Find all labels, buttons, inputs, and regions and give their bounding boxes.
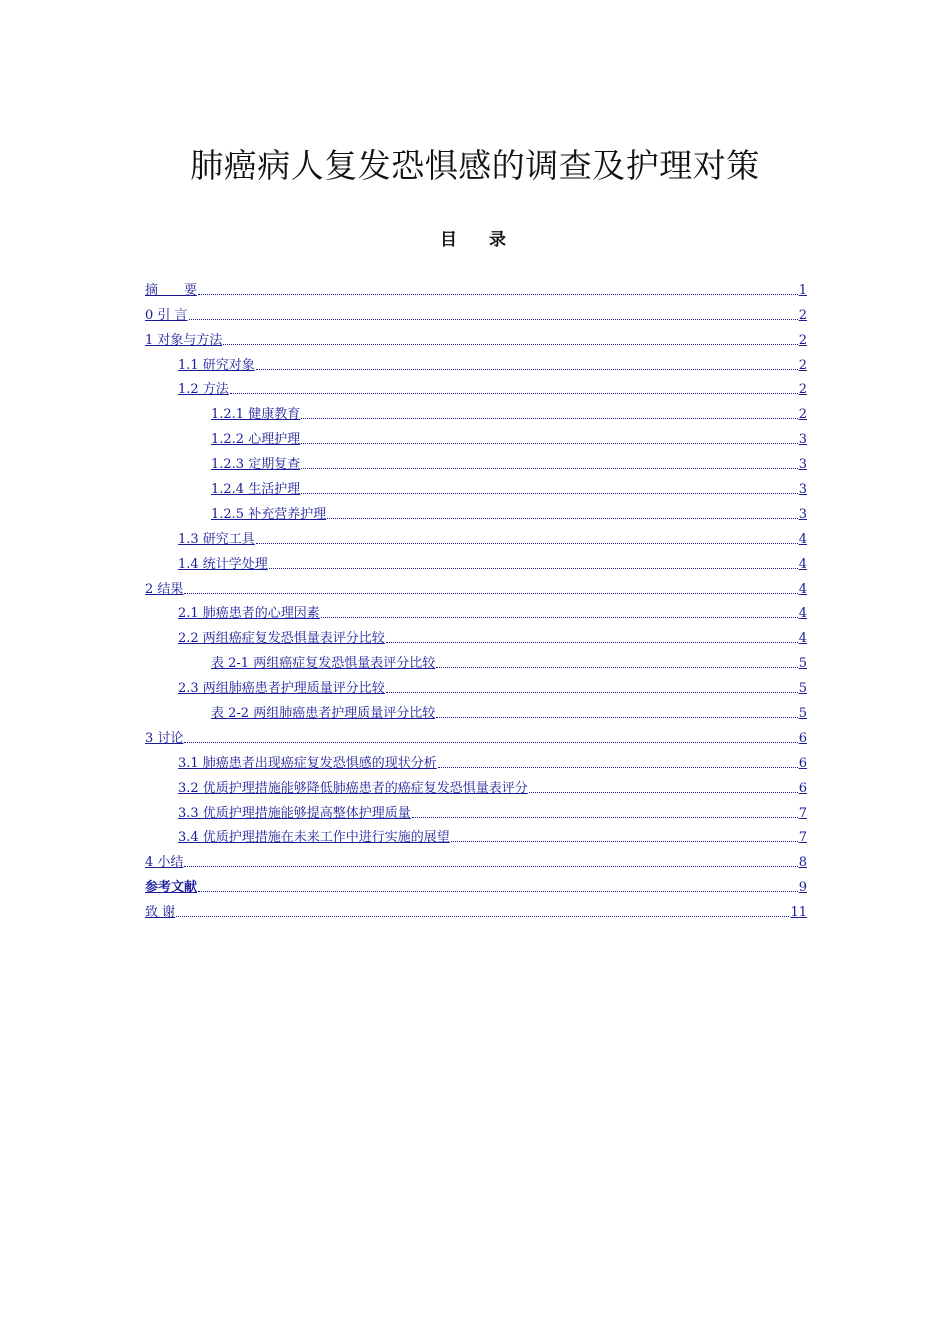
toc-entry-page-number: 2	[798, 407, 807, 423]
toc-entry-title: 1.2 方法	[178, 382, 229, 398]
toc-dot-leader	[223, 343, 797, 345]
toc-entry[interactable]	[145, 696, 807, 721]
toc-entry[interactable]	[145, 447, 807, 472]
toc-entry-page-number: 9	[798, 880, 807, 896]
toc-entry[interactable]	[145, 671, 807, 696]
toc-entry-page-number: 8	[798, 855, 807, 871]
toc-entry-title: 表 2-2 两组肺癌患者护理质量评分比较	[211, 706, 436, 722]
toc-entry-page-number: 3	[798, 432, 807, 448]
toc-entry-page-number: 2	[798, 332, 807, 348]
document-title: 肺癌病人复发恐惧感的调查及护理对策	[190, 146, 760, 185]
toc-entry[interactable]	[145, 497, 807, 522]
toc-entry-title: 3 讨论	[145, 730, 184, 746]
toc-entry-page-number: 4	[798, 556, 807, 572]
toc-entry-page-number: 5	[798, 681, 807, 697]
toc-entry-page-number: 4	[798, 531, 807, 547]
toc-entry-page-number: 3	[798, 506, 807, 522]
toc-entry-page-number: 6	[798, 730, 807, 746]
toc-dot-leader	[198, 890, 798, 892]
toc-entry-title: 摘 要	[145, 282, 198, 298]
toc-dot-leader	[198, 293, 798, 295]
toc-dot-leader	[438, 766, 798, 768]
toc-entry[interactable]	[145, 373, 807, 398]
toc-dot-leader	[301, 492, 798, 494]
toc-entry[interactable]	[145, 746, 807, 771]
toc-entry-page-number: 3	[798, 457, 807, 473]
toc-entry-title: 2.2 两组癌症复发恐惧量表评分比较	[178, 631, 385, 647]
toc-dot-leader	[176, 915, 789, 917]
toc-entry[interactable]	[145, 821, 807, 846]
toc-dot-leader	[189, 318, 798, 320]
toc-entry-page-number: 5	[798, 656, 807, 672]
toc-entry-page-number: 2	[798, 357, 807, 373]
toc-entry-page-number: 11	[790, 905, 807, 921]
toc-dot-leader	[230, 392, 798, 394]
toc-entry[interactable]	[145, 422, 807, 447]
toc-entry-title: 1.2.1 健康教育	[211, 407, 301, 423]
toc-entry-title: 2 结果	[145, 581, 184, 597]
toc-entry[interactable]	[145, 348, 807, 373]
toc-entry-page-number: 7	[798, 830, 807, 846]
toc-dot-leader	[301, 467, 798, 469]
toc-entry-title: 2.1 肺癌患者的心理因素	[178, 606, 320, 622]
toc-entry-title: 致 谢	[145, 905, 176, 921]
toc-entry[interactable]	[145, 870, 807, 895]
toc-entry[interactable]	[145, 298, 807, 323]
toc-entry-page-number: 4	[798, 631, 807, 647]
toc-entry-page-number: 4	[798, 606, 807, 622]
toc-entry-page-number: 3	[798, 482, 807, 498]
toc-dot-leader	[184, 865, 797, 867]
toc-dot-leader	[301, 442, 798, 444]
toc-entry[interactable]	[145, 323, 807, 348]
toc-entry[interactable]	[145, 895, 807, 920]
table-of-contents	[145, 273, 807, 920]
toc-entry-page-number: 6	[798, 755, 807, 771]
toc-dot-leader	[301, 417, 798, 419]
toc-entry[interactable]	[145, 796, 807, 821]
toc-entry-title: 0 引 言	[145, 307, 188, 323]
toc-entry-page-number: 2	[798, 382, 807, 398]
toc-entry[interactable]	[145, 845, 807, 870]
toc-entry-title: 1.4 统计学处理	[178, 556, 268, 572]
toc-entry-page-number: 2	[798, 307, 807, 323]
toc-entry[interactable]	[145, 621, 807, 646]
toc-entry-title: 3.4 优质护理措施在未来工作中进行实施的展望	[178, 830, 450, 846]
toc-entry-title: 1.2.2 心理护理	[211, 432, 301, 448]
toc-dot-leader	[451, 840, 798, 842]
toc-entry[interactable]	[145, 771, 807, 796]
toc-entry[interactable]	[145, 547, 807, 572]
toc-dot-leader	[436, 716, 798, 718]
toc-dot-leader	[269, 567, 798, 569]
toc-entry-title: 2.3 两组肺癌患者护理质量评分比较	[178, 681, 385, 697]
toc-dot-leader	[327, 517, 798, 519]
toc-entry-title: 1.3 研究工具	[178, 531, 255, 547]
toc-entry-page-number: 7	[798, 805, 807, 821]
toc-entry-title: 3.2 优质护理措施能够降低肺癌患者的癌症复发恐惧量表评分	[178, 780, 528, 796]
toc-entry-page-number: 5	[798, 706, 807, 722]
toc-entry-title: 1.2.3 定期复查	[211, 457, 301, 473]
toc-entry-title: 4 小结	[145, 855, 184, 871]
toc-dot-leader	[184, 741, 797, 743]
toc-dot-leader	[184, 592, 797, 594]
toc-dot-leader	[256, 368, 798, 370]
toc-dot-leader	[386, 641, 798, 643]
toc-entry-title: 参考文献	[145, 880, 198, 896]
toc-entry[interactable]	[145, 273, 807, 298]
toc-dot-leader	[256, 542, 798, 544]
toc-entry[interactable]	[145, 472, 807, 497]
toc-entry-title: 3.3 优质护理措施能够提高整体护理质量	[178, 805, 411, 821]
toc-entry[interactable]	[145, 397, 807, 422]
toc-dot-leader	[412, 816, 798, 818]
toc-entry-page-number: 4	[798, 581, 807, 597]
toc-entry-page-number: 6	[798, 780, 807, 796]
toc-dot-leader	[386, 691, 798, 693]
toc-entry-title: 1 对象与方法	[145, 332, 223, 348]
toc-heading: 目 录	[440, 230, 510, 250]
toc-entry-title: 1.1 研究对象	[178, 357, 255, 373]
toc-entry-title: 3.1 肺癌患者出现癌症复发恐惧感的现状分析	[178, 755, 437, 771]
toc-dot-leader	[321, 616, 798, 618]
toc-dot-leader	[529, 791, 798, 793]
toc-dot-leader	[436, 666, 798, 668]
toc-entry-page-number: 1	[798, 282, 807, 298]
toc-entry[interactable]	[145, 597, 807, 622]
toc-entry-title: 1.2.4 生活护理	[211, 482, 301, 498]
toc-entry[interactable]	[145, 646, 807, 671]
toc-entry[interactable]	[145, 721, 807, 746]
toc-entry-title: 1.2.5 补充营养护理	[211, 506, 327, 522]
toc-entry-title: 表 2-1 两组癌症复发恐惧量表评分比较	[211, 656, 436, 672]
toc-entry[interactable]	[145, 522, 807, 547]
toc-entry[interactable]	[145, 572, 807, 597]
